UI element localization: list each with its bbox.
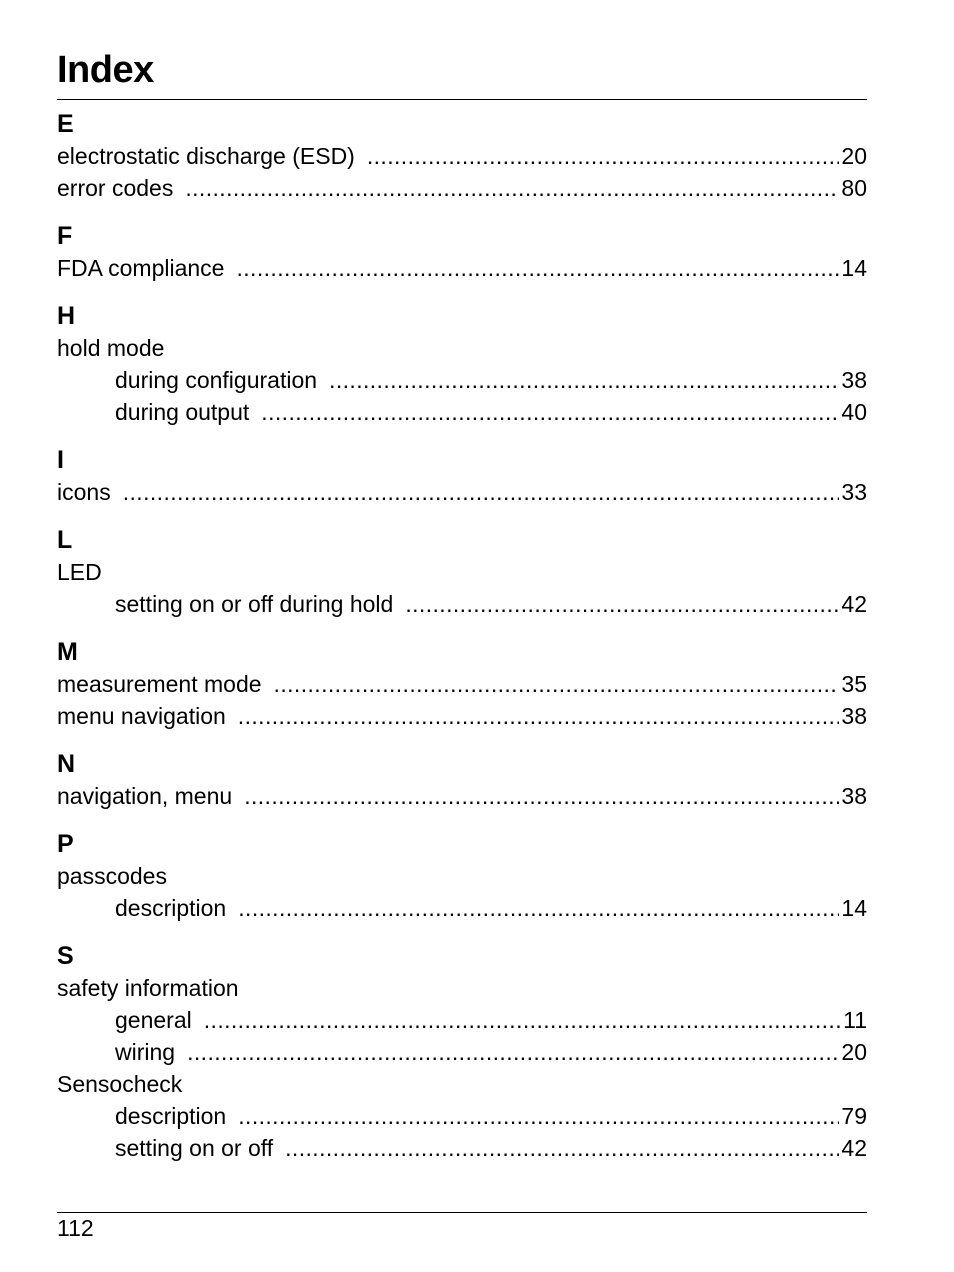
index-section-h — [57, 300, 867, 428]
index-section-p — [57, 828, 867, 924]
entry-page-number: 38 — [841, 703, 867, 729]
dot-leader — [367, 140, 840, 172]
entry-term: menu navigation — [57, 703, 226, 729]
section-letter: S — [57, 942, 74, 970]
entry-term: setting on or off — [115, 1135, 274, 1161]
section-letter: F — [57, 222, 73, 250]
dot-leader — [261, 396, 839, 428]
dot-leader — [329, 364, 839, 396]
index-entry — [57, 780, 867, 812]
index-entry — [57, 668, 867, 700]
index-subentry — [57, 892, 867, 924]
entry-term: hold mode — [57, 335, 165, 361]
dot-leader — [123, 476, 840, 508]
entry-term: general — [115, 1007, 192, 1033]
entry-term: passcodes — [57, 863, 167, 889]
index-entry — [57, 332, 867, 364]
entry-term: wiring — [115, 1039, 176, 1065]
section-letter: E — [57, 110, 74, 138]
index-subentry — [57, 1004, 867, 1036]
entry-term: Sensocheck — [57, 1071, 183, 1097]
entry-term: during output — [115, 399, 250, 425]
entry-page-number: 38 — [841, 367, 867, 393]
entry-term: electrostatic discharge (ESD) — [57, 143, 355, 169]
index-section-f — [57, 220, 867, 284]
entry-term: safety information — [57, 975, 239, 1001]
entry-page-number: 80 — [841, 175, 867, 201]
index-entry — [57, 860, 867, 892]
index-entry — [57, 140, 867, 172]
dot-leader — [274, 668, 840, 700]
entry-page-number: 14 — [841, 255, 867, 281]
index-entry — [57, 172, 867, 204]
section-letter: H — [57, 302, 76, 330]
entry-term: navigation, menu — [57, 783, 233, 809]
index-subentry — [57, 1036, 867, 1068]
section-letter: P — [57, 830, 74, 858]
entry-term: LED — [57, 559, 102, 585]
section-letter: N — [57, 750, 76, 778]
entry-term: during configuration — [115, 367, 318, 393]
index-subentry — [57, 588, 867, 620]
entry-page-number: 33 — [841, 479, 867, 505]
dot-leader — [187, 1036, 839, 1068]
title-divider — [57, 99, 867, 100]
entry-term: description — [115, 895, 227, 921]
dot-leader — [204, 1004, 841, 1036]
index-section-m — [57, 636, 867, 732]
dot-leader — [244, 780, 839, 812]
index-subentry — [57, 1100, 867, 1132]
dot-leader — [185, 172, 839, 204]
entry-page-number: 40 — [841, 399, 867, 425]
page-title: Index — [57, 49, 154, 91]
index-section-e — [57, 108, 867, 204]
dot-leader — [236, 252, 839, 284]
section-letter: M — [57, 638, 78, 666]
dot-leader — [285, 1132, 839, 1164]
entry-page-number: 42 — [841, 1135, 867, 1161]
entry-page-number: 79 — [841, 1103, 867, 1129]
index-section-s — [57, 940, 867, 1164]
index-entry — [57, 476, 867, 508]
index-subentry — [57, 396, 867, 428]
entry-page-number: 11 — [843, 1007, 867, 1033]
index-entry — [57, 252, 867, 284]
entry-page-number: 20 — [841, 1039, 867, 1065]
dot-leader — [405, 588, 839, 620]
entry-page-number: 20 — [841, 143, 867, 169]
index-section-i — [57, 444, 867, 508]
entry-term: icons — [57, 479, 111, 505]
index-entry — [57, 556, 867, 588]
dot-leader — [238, 892, 839, 924]
section-letter: I — [57, 446, 64, 474]
entry-term: measurement mode — [57, 671, 262, 697]
entry-term: setting on or off during hold — [115, 591, 394, 617]
entry-term: description — [115, 1103, 227, 1129]
entry-term: FDA compliance — [57, 255, 225, 281]
index-section-l — [57, 524, 867, 620]
dot-leader — [238, 1100, 839, 1132]
index-list — [57, 108, 867, 1164]
index-subentry — [57, 364, 867, 396]
entry-page-number: 38 — [841, 783, 867, 809]
index-subentry — [57, 1132, 867, 1164]
index-entry — [57, 972, 867, 1004]
page-number: 112 — [57, 1215, 94, 1241]
section-letter: L — [57, 526, 73, 554]
entry-page-number: 42 — [841, 591, 867, 617]
index-entry — [57, 1068, 867, 1100]
index-section-n — [57, 748, 867, 812]
index-entry — [57, 700, 867, 732]
entry-page-number: 14 — [841, 895, 867, 921]
footer-divider — [57, 1212, 867, 1213]
entry-term: error codes — [57, 175, 174, 201]
entry-page-number: 35 — [841, 671, 867, 697]
dot-leader — [238, 700, 840, 732]
